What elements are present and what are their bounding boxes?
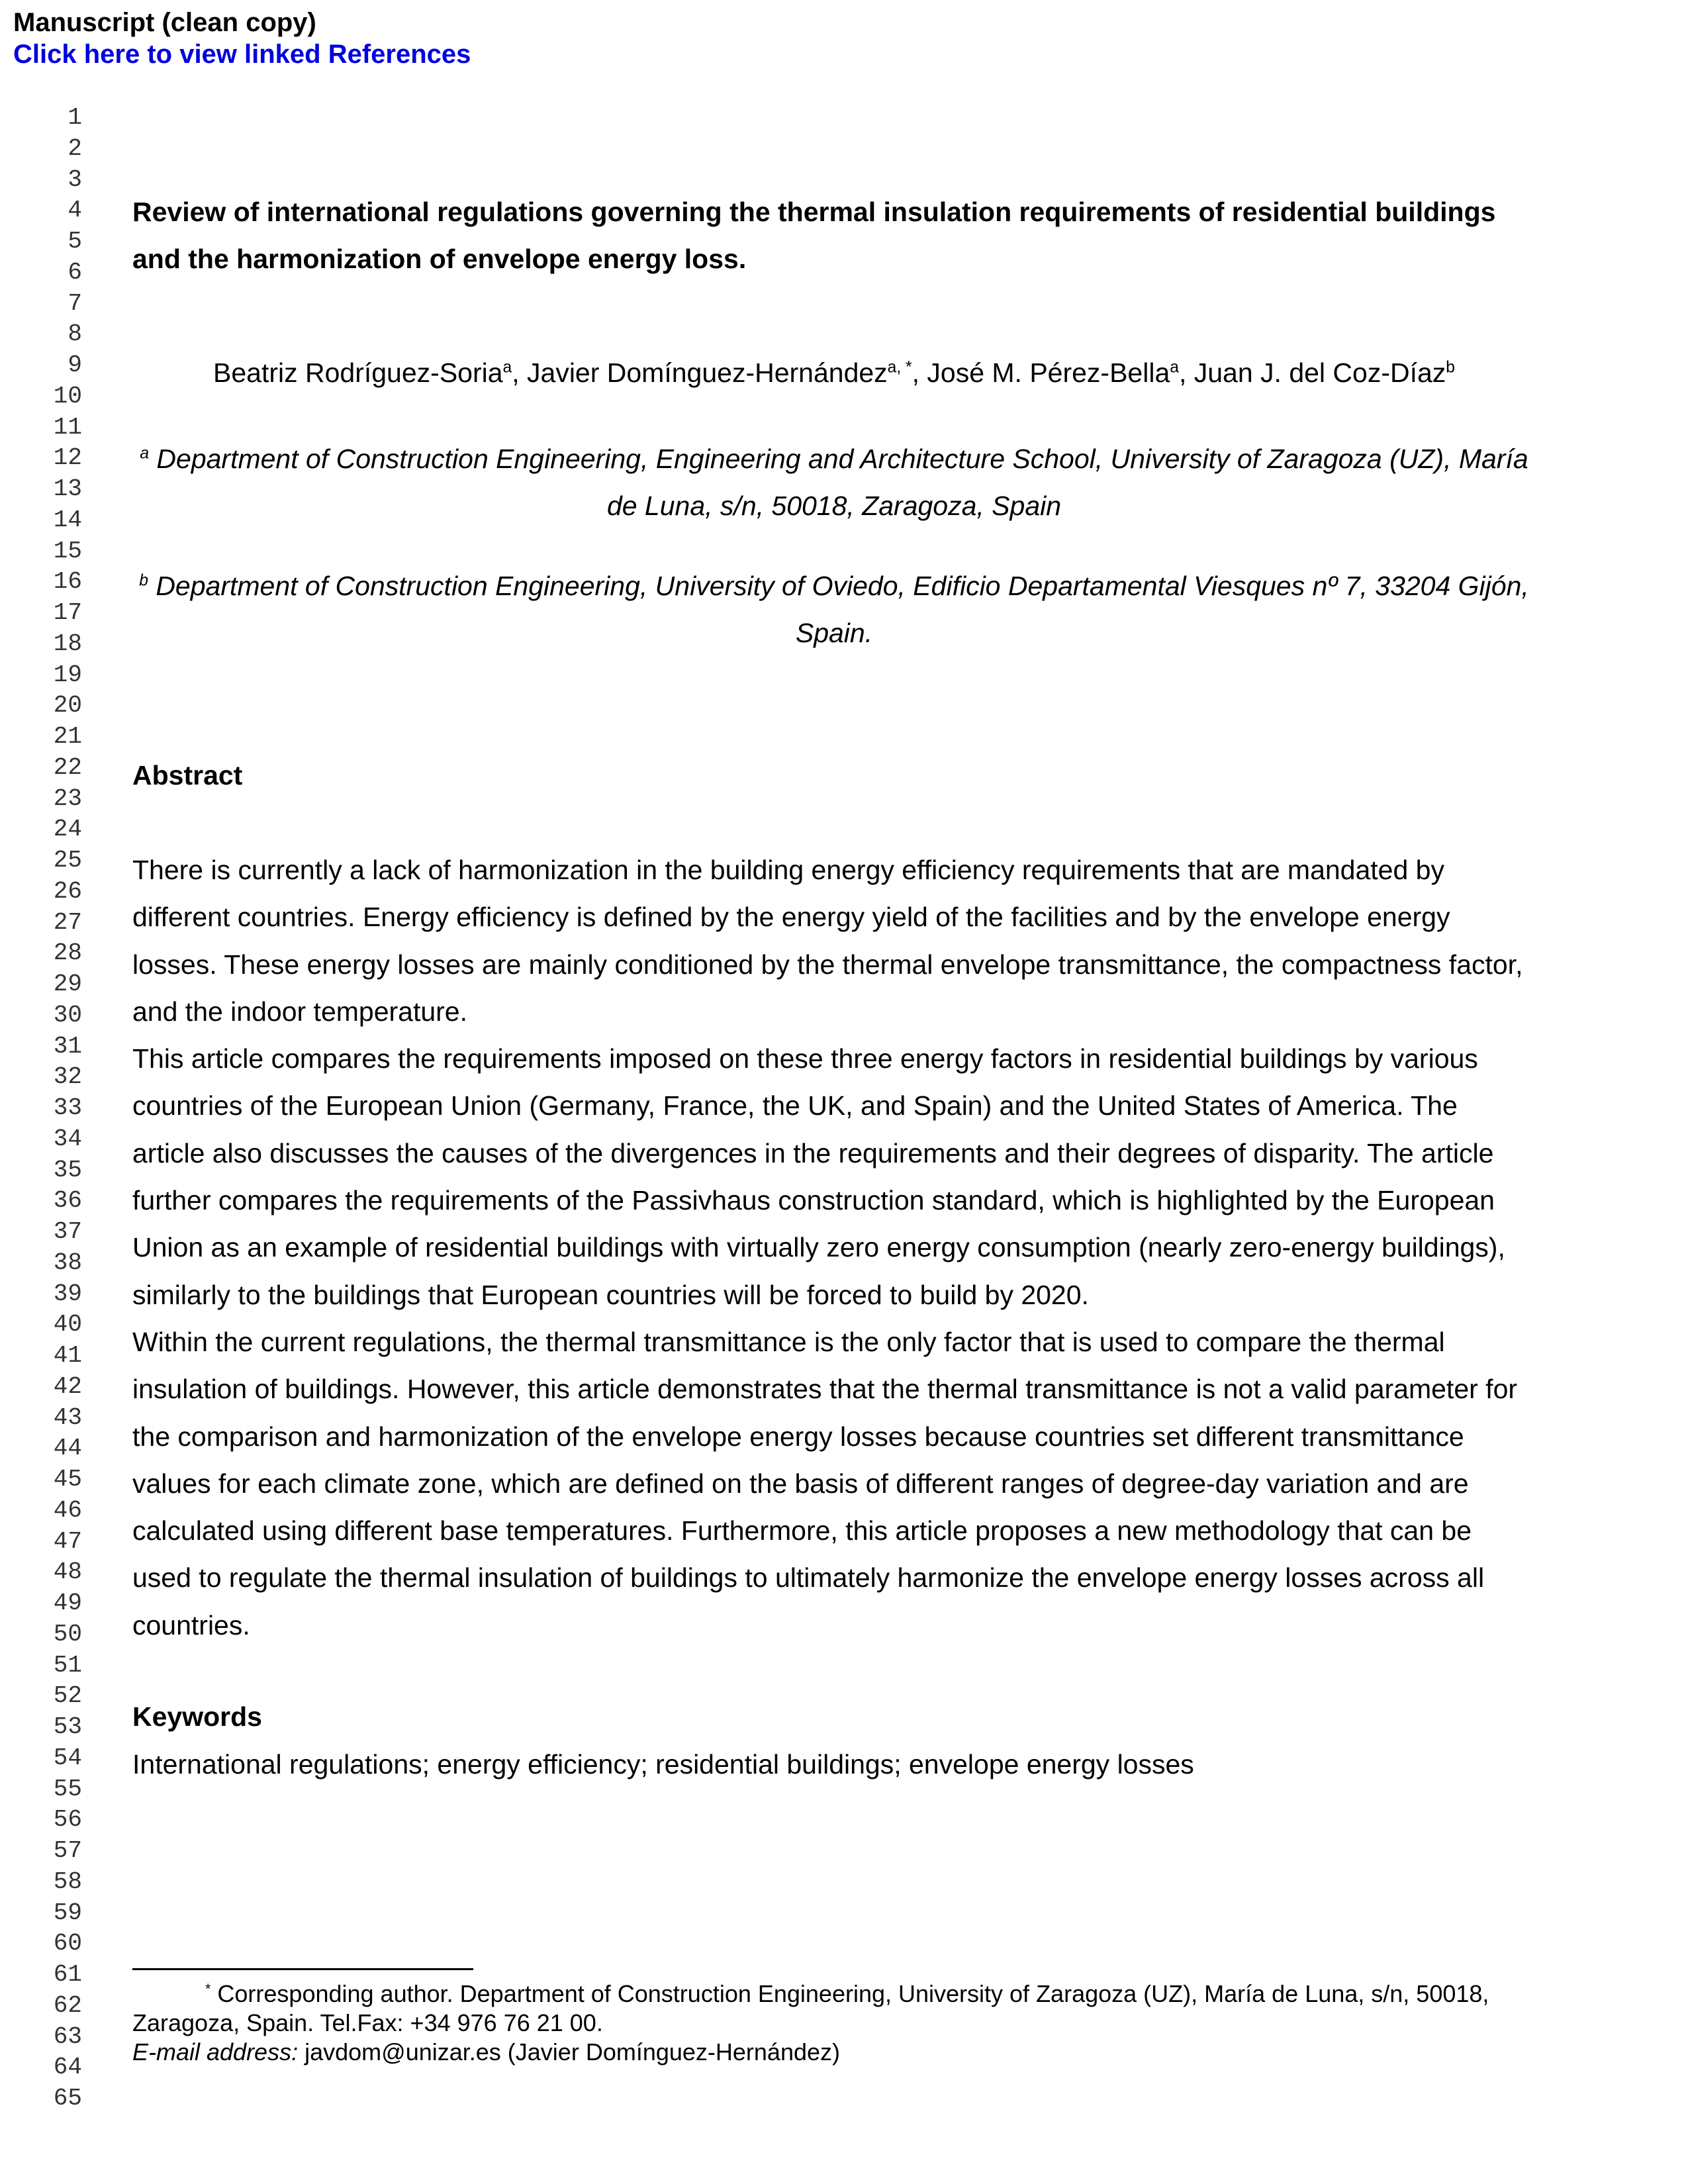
abstract-line: similarly to the buildings that European countries will be forced to build by 2020. xyxy=(132,1279,1089,1310)
abstract-line: insulation of buildings. However, this article demonstrates that the thermal transmittance is not a valid parameter for xyxy=(132,1374,1518,1405)
abstract-line: countries of the European Union (Germany, France, the UK, and Spain) and the United States of America. The xyxy=(132,1090,1458,1121)
line-number: 51 xyxy=(53,1651,82,1679)
abstract-line: This article compares the requirements imposed on these three energy factors in residential buildings by various xyxy=(132,1043,1478,1074)
line-number: 13 xyxy=(53,475,82,502)
line-number: 45 xyxy=(53,1466,82,1493)
line-number: 46 xyxy=(53,1496,82,1524)
line-number: 59 xyxy=(53,1899,82,1926)
title-line-2: and the harmonization of envelope energy loss. xyxy=(132,244,747,274)
abstract-line: further compares the requirements of the Passivhaus construction standard, which is highlighted by the European xyxy=(132,1185,1495,1216)
line-number: 48 xyxy=(53,1558,82,1586)
abstract-line: article also discusses the causes of the divergences in the requirements and their degrees of disparity. The article xyxy=(132,1137,1494,1168)
footnote-line-1: Corresponding author. Department of Construction Engineering, University of Zaragoza (UZ), María de Luna, s/n, 50018, xyxy=(211,1980,1489,2007)
line-number: 33 xyxy=(53,1094,82,1121)
author-affiliation-mark: a, * xyxy=(887,358,912,377)
author-affiliation-mark: b xyxy=(1446,358,1455,377)
line-number: 22 xyxy=(53,753,82,781)
view-references-link[interactable]: Click here to view linked References xyxy=(13,40,471,69)
line-number: 24 xyxy=(53,816,82,843)
abstract-line: losses. These energy losses are mainly conditioned by the thermal envelope transmittance, the compactness factor, xyxy=(132,949,1523,980)
line-number: 29 xyxy=(53,971,82,998)
author-list xyxy=(132,357,1536,389)
line-number: 56 xyxy=(53,1806,82,1834)
affiliation-b xyxy=(132,563,1536,657)
author-affiliation-mark: a xyxy=(502,358,512,377)
line-number: 36 xyxy=(53,1187,82,1215)
line-number: 31 xyxy=(53,1032,82,1060)
footnote xyxy=(132,1979,1542,2067)
email-link[interactable]: javdom@unizar.es xyxy=(305,2038,501,2065)
line-number: 17 xyxy=(53,599,82,626)
line-number: 49 xyxy=(53,1590,82,1617)
affiliation-mark: a xyxy=(140,444,150,463)
line-number: 61 xyxy=(53,1961,82,1988)
abstract-line: and the indoor temperature. xyxy=(132,996,467,1027)
line-number: 4 xyxy=(68,197,82,224)
line-number: 28 xyxy=(53,939,82,967)
line-number: 10 xyxy=(53,382,82,410)
abstract-body xyxy=(132,847,1542,1649)
email-owner: (Javier Domínguez-Hernández) xyxy=(500,2038,841,2065)
abstract-line: used to regulate the thermal insulation of buildings to ultimately harmonize the envelope energy losses across all xyxy=(132,1562,1485,1593)
line-number: 44 xyxy=(53,1435,82,1462)
line-number: 41 xyxy=(53,1342,82,1369)
line-number: 9 xyxy=(68,352,82,379)
author-affiliation-mark: a xyxy=(1170,358,1179,377)
line-number: 26 xyxy=(53,877,82,905)
line-number: 57 xyxy=(53,1837,82,1864)
line-number: 23 xyxy=(53,784,82,812)
line-number: 6 xyxy=(68,258,82,286)
line-number: 20 xyxy=(53,692,82,720)
line-number: 53 xyxy=(53,1713,82,1740)
keywords-heading: Keywords xyxy=(132,1701,262,1732)
line-number: 39 xyxy=(53,1280,82,1307)
abstract-line: different countries. Energy efficiency is defined by the energy yield of the facilities and by the envelope energy xyxy=(132,902,1450,933)
title-line-1: Review of international regulations governing the thermal insulation requirements of residential buildings xyxy=(132,197,1496,227)
line-number: 21 xyxy=(53,723,82,750)
author-separator: , xyxy=(512,357,528,388)
line-number: 2 xyxy=(68,134,82,162)
line-number: 54 xyxy=(53,1744,82,1772)
author: José M. Pérez-Bella xyxy=(927,357,1170,388)
line-number: 42 xyxy=(53,1372,82,1400)
line-number: 25 xyxy=(53,847,82,874)
line-number: 62 xyxy=(53,1991,82,2019)
line-number: 47 xyxy=(53,1527,82,1555)
line-number: 37 xyxy=(53,1218,82,1245)
abstract-line: There is currently a lack of harmonization in the building energy efficiency requirements that are mandated by xyxy=(132,855,1444,885)
line-number: 5 xyxy=(68,228,82,255)
author-separator: , xyxy=(912,357,927,388)
author: Beatriz Rodríguez-Soria xyxy=(213,357,503,388)
line-number: 8 xyxy=(68,320,82,348)
line-number: 65 xyxy=(53,2085,82,2112)
line-number: 58 xyxy=(53,1868,82,1895)
affiliation-line-2: Spain. xyxy=(795,618,873,648)
email-label: E-mail address: xyxy=(132,2038,299,2065)
line-number: 34 xyxy=(53,1125,82,1153)
abstract-line: Within the current regulations, the thermal transmittance is the only factor that is used to compare the thermal xyxy=(132,1326,1445,1357)
line-number: 32 xyxy=(53,1063,82,1091)
footnote-mark: * xyxy=(205,1980,211,1997)
abstract-line: calculated using different base temperatures. Furthermore, this article proposes a new methodology that can be xyxy=(132,1515,1472,1546)
affiliation-line-1: Department of Construction Engineering, University of Oviedo, Edificio Departamental Viesques nº 7, 33204 Gijón, xyxy=(148,571,1529,601)
author: Javier Domínguez-Hernández xyxy=(527,357,888,388)
line-number: 63 xyxy=(53,2022,82,2050)
line-number: 19 xyxy=(53,661,82,688)
affiliation-mark: b xyxy=(139,571,148,590)
author: Juan J. del Coz-Díaz xyxy=(1194,357,1446,388)
line-number: 40 xyxy=(53,1311,82,1339)
paper-title xyxy=(132,189,1562,283)
line-number: 1 xyxy=(68,104,82,131)
line-number: 52 xyxy=(53,1682,82,1710)
abstract-line: countries. xyxy=(132,1609,250,1640)
line-number: 18 xyxy=(53,630,82,657)
line-number: 3 xyxy=(68,166,82,193)
footnote-line-2: Zaragoza, Spain. Tel.Fax: +34 976 76 21 00. xyxy=(132,2009,603,2036)
abstract-line: Union as an example of residential buildings with virtually zero energy consumption (nearly zero-energy buildings), xyxy=(132,1232,1505,1263)
line-number: 50 xyxy=(53,1620,82,1648)
line-number: 35 xyxy=(53,1156,82,1184)
line-number: 55 xyxy=(53,1775,82,1803)
affiliation-line-2: de Luna, s/n, 50018, Zaragoza, Spain xyxy=(606,491,1062,521)
line-number: 64 xyxy=(53,2054,82,2081)
line-number: 14 xyxy=(53,506,82,534)
line-number: 16 xyxy=(53,568,82,596)
line-number: 7 xyxy=(68,289,82,317)
author-separator: , xyxy=(1178,357,1194,388)
line-number: 27 xyxy=(53,908,82,936)
keywords-text: International regulations; energy efficiency; residential buildings; envelope energy losses xyxy=(132,1749,1194,1780)
line-number: 11 xyxy=(53,413,82,441)
affiliation-line-1: Department of Construction Engineering, Engineering and Architecture School, University of Zaragoza (UZ), María xyxy=(149,444,1528,474)
footnote-divider xyxy=(132,1968,473,1970)
line-number: 15 xyxy=(53,537,82,565)
line-number: 60 xyxy=(53,1930,82,1958)
line-number: 12 xyxy=(53,444,82,472)
abstract-heading: Abstract xyxy=(132,760,243,790)
abstract-line: the comparison and harmonization of the envelope energy losses because countries set different transmittance xyxy=(132,1421,1464,1452)
manuscript-label: Manuscript (clean copy) xyxy=(13,8,316,37)
line-number: 38 xyxy=(53,1249,82,1276)
line-number: 43 xyxy=(53,1403,82,1431)
line-number: 30 xyxy=(53,1001,82,1029)
abstract-line: values for each climate zone, which are defined on the basis of different ranges of degree-day variation and are xyxy=(132,1468,1469,1499)
affiliation-a xyxy=(132,436,1536,530)
